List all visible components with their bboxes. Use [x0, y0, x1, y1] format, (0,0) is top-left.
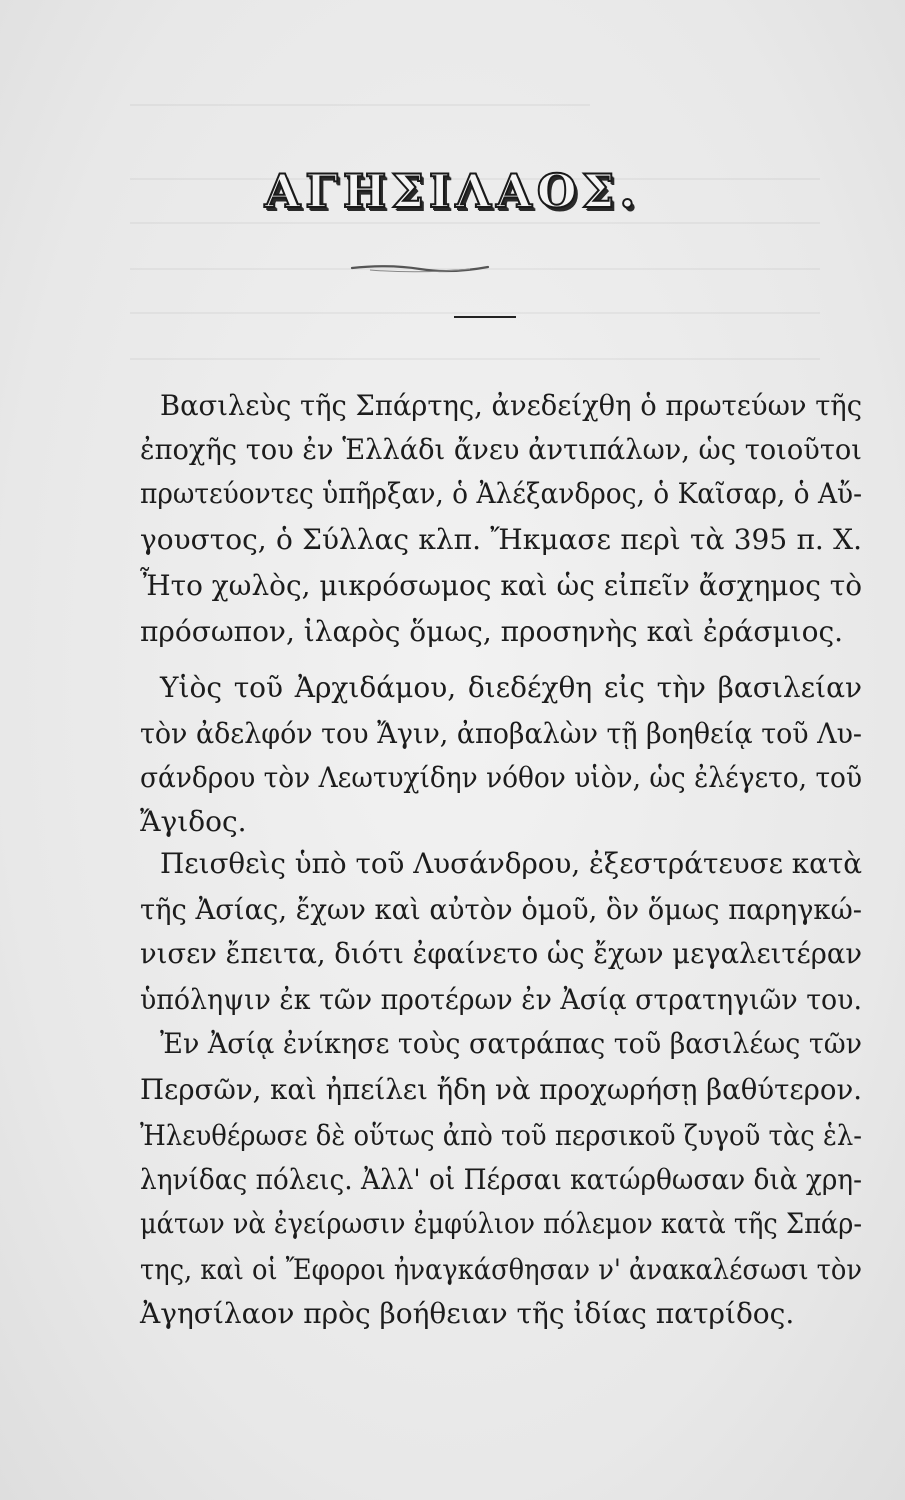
text-line-content: τὸν ἀδελφόν του Ἄγιν, ἀποβαλὼν τῇ βοηθείᾳ τοῦ Λυ- — [140, 717, 862, 750]
text-line — [0, 1248, 905, 1292]
title-rule — [454, 316, 516, 318]
text-line-content: Ἀγησίλαον πρὸς βοήθειαν τῆς ἰδίας πατρίδος. — [140, 1297, 795, 1330]
text-line — [0, 888, 905, 932]
chapter-title: ΑΓΗΣΙΛΑΟΣ. — [264, 164, 641, 218]
text-line-content: της, καὶ οἱ Ἔφοροι ἠναγκάσθησαν ν' ἀνακαλέσωσι τὸν — [140, 1253, 862, 1286]
text-line-content: πρόσωπον, ἱλαρὸς ὅμως, προσηνὴς καὶ ἐράσμιος. — [140, 615, 844, 648]
text-line — [0, 384, 905, 428]
text-line-content: Πεισθεὶς ὑπὸ τοῦ Λυσάνδρου, ἐξεστράτευσε κατὰ — [160, 847, 862, 880]
text-line-content: Υἱὸς τοῦ Ἀρχιδάμου, διεδέχθη εἰς τὴν βασιλείαν — [160, 671, 862, 704]
text-line — [0, 842, 905, 886]
text-line — [0, 1292, 905, 1336]
text-line — [0, 1202, 905, 1246]
text-line-content: γουστος, ὁ Σύλλας κλπ. Ἤκμασε περὶ τὰ 395 π. Χ. — [140, 523, 862, 556]
text-line — [0, 932, 905, 976]
text-line-content: Ἠλευθέρωσε δὲ οὕτως ἀπὸ τοῦ περσικοῦ ζυγοῦ τὰς ἑλ- — [140, 1119, 862, 1152]
text-line-content: νισεν ἔπειτα, διότι ἐφαίνετο ὡς ἔχων μεγαλειτέραν — [140, 937, 862, 970]
text-line — [0, 428, 905, 472]
text-line-content: ὑπόληψιν ἐκ τῶν προτέρων ἐν Ἀσίᾳ στρατηγιῶν του. — [140, 983, 862, 1016]
text-line — [0, 564, 905, 608]
text-line-content: μάτων νὰ ἐγείρωσιν ἐμφύλιον πόλεμον κατὰ τῆς Σπάρ- — [140, 1207, 862, 1240]
text-line — [0, 756, 905, 800]
text-line-content: σάνδρου τὸν Λεωτυχίδην νόθον υἱὸν, ὡς ἐλέγετο, τοῦ — [140, 761, 862, 794]
text-line-content: Ἦτο χωλὸς, μικρόσωμος καὶ ὡς εἰπεῖν ἄσχημος τὸ — [140, 569, 862, 602]
text-line-content: πρωτεύοντες ὑπῆρξαν, ὁ Ἀλέξανδρος, ὁ Καῖσαρ, ὁ Αὔ- — [140, 477, 862, 510]
title-flourish — [350, 262, 490, 276]
text-line — [0, 472, 905, 516]
text-line — [0, 1158, 905, 1202]
text-line — [0, 666, 905, 710]
text-line — [0, 1022, 905, 1066]
text-line-content: Περσῶν, καὶ ἠπείλει ἤδη νὰ προχωρήσῃ βαθύτερον. — [140, 1073, 862, 1106]
text-line — [0, 610, 905, 654]
text-line-content: Ἄγιδος. — [140, 805, 247, 838]
text-line — [0, 518, 905, 562]
text-line-content: ληνίδας πόλεις. Ἀλλ' οἱ Πέρσαι κατώρθωσαν διὰ χρη- — [140, 1163, 862, 1196]
text-line — [0, 712, 905, 756]
text-line — [0, 978, 905, 1022]
text-line — [0, 800, 905, 844]
text-line-content: Ἐν Ἀσίᾳ ἐνίκησε τοὺς σατράπας τοῦ βασιλέως τῶν — [160, 1027, 862, 1060]
text-line-content: ἐποχῆς του ἐν Ἑλλάδι ἄνευ ἀντιπάλων, ὡς τοιοῦτοι — [140, 433, 862, 466]
text-line — [0, 1114, 905, 1158]
text-line — [0, 1068, 905, 1112]
text-line-content: τῆς Ἀσίας, ἔχων καὶ αὐτὸν ὁμοῦ, ὃν ὅμως παρηγκώ- — [140, 893, 862, 926]
text-line-content: Βασιλεὺς τῆς Σπάρτης, ἀνεδείχθη ὁ πρωτεύων τῆς — [160, 389, 862, 422]
